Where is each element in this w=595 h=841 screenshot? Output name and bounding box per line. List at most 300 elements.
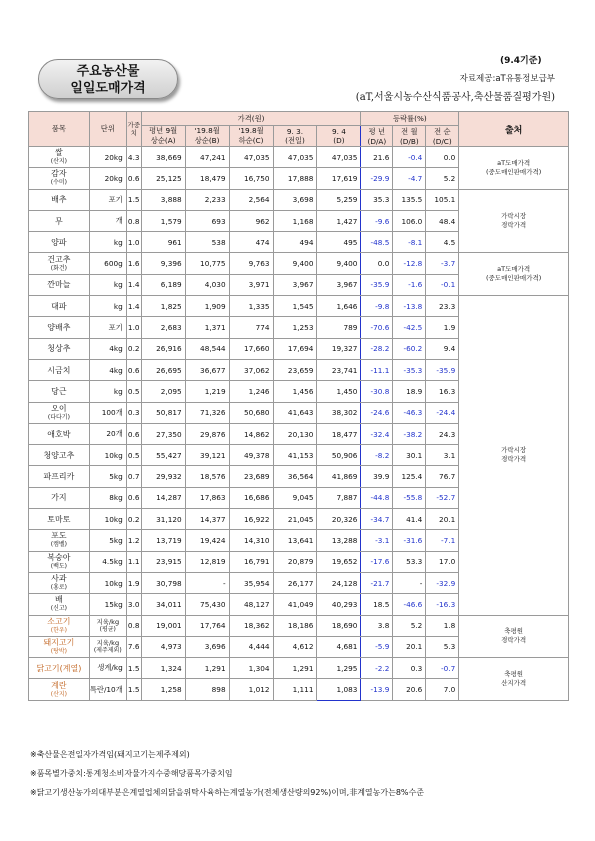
rate-cell: - xyxy=(393,572,426,593)
item-name-cell xyxy=(29,572,90,593)
price-cell: 23,659 xyxy=(273,359,317,380)
item-name-cell xyxy=(29,402,90,423)
item-name-cell xyxy=(29,445,90,466)
rate-cell: -24.4 xyxy=(426,402,459,423)
price-cell: 50,817 xyxy=(141,402,185,423)
item-name: 계란 xyxy=(51,680,67,690)
rate-cell: -5.9 xyxy=(361,636,393,657)
item-name-cell xyxy=(29,338,90,359)
source-detail: 경락가격 xyxy=(501,636,527,645)
item-variety: (신고) xyxy=(50,605,68,613)
unit-cell: kg xyxy=(89,296,126,317)
header-rate-col xyxy=(361,126,393,147)
price-cell: 48,127 xyxy=(229,594,273,615)
item-name-cell xyxy=(29,509,90,530)
data-sources: (aT,서울시농수산식품공사,축산물품질평가원) xyxy=(355,92,555,103)
weight-cell: 1.0 xyxy=(126,232,141,253)
rate-cell: 1.9 xyxy=(426,317,459,338)
header-price-col xyxy=(141,126,185,147)
unit-cell: 5kg xyxy=(89,466,126,487)
item-name: 당근 xyxy=(51,386,67,396)
item-name: 애호박 xyxy=(47,429,71,439)
item-name: 오이 xyxy=(51,403,67,413)
price-cell: 18,690 xyxy=(317,615,361,636)
rate-cell: 39.9 xyxy=(361,466,393,487)
unit-cell: 생계/kg xyxy=(89,658,126,679)
footnote: ※품목별가중치:통계청소비자물가지수중해당품목가중치임 xyxy=(30,769,233,778)
weight-cell: 1.5 xyxy=(126,679,141,700)
price-cell: 19,001 xyxy=(141,615,185,636)
price-cell: 20,879 xyxy=(273,551,317,572)
rate-cell: 35.3 xyxy=(361,189,393,210)
rate-cell: 17.0 xyxy=(426,551,459,572)
header-price-col xyxy=(317,126,361,147)
unit-cell: 8kg xyxy=(89,487,126,508)
item-name-cell xyxy=(29,487,90,508)
price-cell: 19,424 xyxy=(185,530,229,551)
price-cell: 31,120 xyxy=(141,509,185,530)
item-name: 무 xyxy=(55,216,63,226)
rate-cell: 23.3 xyxy=(426,296,459,317)
price-cell: 16,791 xyxy=(229,551,273,572)
price-cell: 18,477 xyxy=(317,423,361,444)
header-line: '19.8월 xyxy=(238,126,264,135)
item-name-cell xyxy=(29,317,90,338)
price-cell: 14,310 xyxy=(229,530,273,551)
price-cell: 774 xyxy=(229,317,273,338)
rate-cell: 30.1 xyxy=(393,445,426,466)
header-line: (전일) xyxy=(285,135,305,145)
price-cell: 495 xyxy=(317,232,361,253)
rate-cell: -55.8 xyxy=(393,487,426,508)
rate-cell: -11.1 xyxy=(361,359,393,380)
price-cell: 9,045 xyxy=(273,487,317,508)
price-cell: 20,130 xyxy=(273,423,317,444)
item-name: 대파 xyxy=(51,301,67,311)
rate-cell: -44.8 xyxy=(361,487,393,508)
price-cell: 13,719 xyxy=(141,530,185,551)
rate-cell: 125.4 xyxy=(393,466,426,487)
price-cell: 2,095 xyxy=(141,381,185,402)
rate-cell: 106.0 xyxy=(393,210,426,231)
rate-cell: -8.1 xyxy=(393,232,426,253)
item-variety: (캠벨) xyxy=(50,541,68,549)
item-name: 쌀 xyxy=(55,148,63,158)
rate-cell: -29.9 xyxy=(361,168,393,189)
header-line: 전 월 xyxy=(401,126,418,136)
item-name-cell xyxy=(29,615,90,636)
price-cell: 38,669 xyxy=(141,147,185,168)
price-cell: 1,545 xyxy=(273,296,317,317)
price-cell: 17,863 xyxy=(185,487,229,508)
price-cell: 41,153 xyxy=(273,445,317,466)
rate-cell: -35.9 xyxy=(361,274,393,295)
price-cell: 18,576 xyxy=(185,466,229,487)
rate-cell: -9.6 xyxy=(361,210,393,231)
price-cell: 13,641 xyxy=(273,530,317,551)
price-cell: 41,869 xyxy=(317,466,361,487)
price-cell: 1,291 xyxy=(185,658,229,679)
price-cell: 1,825 xyxy=(141,296,185,317)
rate-cell: -35.3 xyxy=(393,359,426,380)
price-cell: 13,288 xyxy=(317,530,361,551)
price-cell: 9,763 xyxy=(229,253,273,274)
price-cell: 2,683 xyxy=(141,317,185,338)
header-line: 평 년 xyxy=(368,126,386,136)
item-name: 닭고기(계열) xyxy=(36,663,82,673)
item-name-cell xyxy=(29,253,90,274)
price-cell: 1,168 xyxy=(273,210,317,231)
source-cell xyxy=(459,147,569,190)
price-cell: 36,564 xyxy=(273,466,317,487)
weight-cell: 0.2 xyxy=(126,338,141,359)
rate-cell: -0.7 xyxy=(426,658,459,679)
price-cell: 1,324 xyxy=(141,658,185,679)
rate-cell: -9.8 xyxy=(361,296,393,317)
weight-cell: 0.6 xyxy=(126,423,141,444)
price-cell: 14,862 xyxy=(229,423,273,444)
unit-note: (평균) xyxy=(99,625,116,633)
price-cell: 41,643 xyxy=(273,402,317,423)
header-line: (D) xyxy=(333,136,345,145)
price-cell: 38,302 xyxy=(317,402,361,423)
title-line-2: 일일도매가격 xyxy=(70,81,146,96)
unit-note: (제주제외) xyxy=(93,646,122,654)
source-cell xyxy=(459,615,569,658)
rate-cell: -16.3 xyxy=(426,594,459,615)
table-row xyxy=(29,147,569,168)
unit-cell: 10kg xyxy=(89,572,126,593)
price-cell: 3,698 xyxy=(273,189,317,210)
price-cell: 1,295 xyxy=(317,658,361,679)
price-cell: 5,259 xyxy=(317,189,361,210)
rate-cell: -0.4 xyxy=(393,147,426,168)
weight-cell: 0.8 xyxy=(126,615,141,636)
price-cell: 25,125 xyxy=(141,168,185,189)
unit-cell: kg xyxy=(89,274,126,295)
item-name-cell xyxy=(29,189,90,210)
source-detail: 경락가격 xyxy=(501,455,527,464)
price-cell: 1,909 xyxy=(185,296,229,317)
price-cell: 1,304 xyxy=(229,658,273,679)
item-name: 청양고추 xyxy=(43,450,75,460)
item-variety: (수미) xyxy=(50,179,68,187)
rate-cell: 16.3 xyxy=(426,381,459,402)
price-cell: 24,128 xyxy=(317,572,361,593)
rate-cell: 7.0 xyxy=(426,679,459,700)
item-variety: (산지) xyxy=(50,690,68,698)
header-line: (D/A) xyxy=(367,136,387,146)
rate-cell: 5.3 xyxy=(426,636,459,657)
footnotes xyxy=(30,745,424,802)
item-name: 깐마늘 xyxy=(47,280,71,290)
table-row xyxy=(29,189,569,210)
unit-cell: kg xyxy=(89,232,126,253)
rate-cell: -52.7 xyxy=(426,487,459,508)
unit-cell xyxy=(89,615,126,636)
weight-cell: 0.3 xyxy=(126,402,141,423)
price-cell: 3,967 xyxy=(273,274,317,295)
item-name: 양배추 xyxy=(47,323,71,333)
rate-cell: -12.8 xyxy=(393,253,426,274)
price-cell: 41,049 xyxy=(273,594,317,615)
header-price-group: 가격(원) xyxy=(141,112,361,126)
price-cell: 12,819 xyxy=(185,551,229,572)
price-cell: 29,932 xyxy=(141,466,185,487)
rate-cell: -70.6 xyxy=(361,317,393,338)
unit-cell: 15kg xyxy=(89,594,126,615)
source-detail: 산지가격 xyxy=(501,678,527,687)
rate-cell: -31.6 xyxy=(393,530,426,551)
source-name: aT도매가격 xyxy=(497,265,531,274)
weight-cell: 1.2 xyxy=(126,530,141,551)
unit-cell: 10kg xyxy=(89,445,126,466)
rate-cell: -24.6 xyxy=(361,402,393,423)
price-cell: 1,427 xyxy=(317,210,361,231)
price-cell: 23,689 xyxy=(229,466,273,487)
weight-cell: 0.6 xyxy=(126,359,141,380)
unit: 지육/kg xyxy=(96,638,120,647)
source-name: 축평원 xyxy=(504,669,524,678)
unit-cell: 4.5kg xyxy=(89,551,126,572)
unit-cell: 4kg xyxy=(89,338,126,359)
rate-cell: -35.9 xyxy=(426,359,459,380)
rate-cell: 4.5 xyxy=(426,232,459,253)
item-name: 청상추 xyxy=(47,344,71,354)
source-detail: (중도매인판매가격) xyxy=(485,274,542,283)
unit-cell: 20개 xyxy=(89,423,126,444)
price-cell: 1,083 xyxy=(317,679,361,700)
unit-cell: 20kg xyxy=(89,168,126,189)
price-cell: 29,876 xyxy=(185,423,229,444)
weight-cell: 3.0 xyxy=(126,594,141,615)
rate-cell: 3.1 xyxy=(426,445,459,466)
item-name-cell xyxy=(29,551,90,572)
price-cell: 16,750 xyxy=(229,168,273,189)
unit-cell: kg xyxy=(89,381,126,402)
price-cell: 18,362 xyxy=(229,615,273,636)
price-cell: 16,686 xyxy=(229,487,273,508)
header-price-col xyxy=(273,126,317,147)
item-variety: (산지) xyxy=(50,158,68,166)
weight-cell: 1.4 xyxy=(126,296,141,317)
item-variety: (탕박) xyxy=(50,647,68,655)
price-cell: 17,660 xyxy=(229,338,273,359)
price-cell: 18,479 xyxy=(185,168,229,189)
price-cell: 898 xyxy=(185,679,229,700)
rate-cell: -13.8 xyxy=(393,296,426,317)
rate-cell: 0.0 xyxy=(361,253,393,274)
rate-cell: 24.3 xyxy=(426,423,459,444)
rate-cell: 21.6 xyxy=(361,147,393,168)
unit-cell xyxy=(89,636,126,657)
weight-cell: 0.6 xyxy=(126,168,141,189)
table-row xyxy=(29,615,569,636)
price-cell: 34,011 xyxy=(141,594,185,615)
rate-cell: -60.2 xyxy=(393,338,426,359)
rate-cell: 9.4 xyxy=(426,338,459,359)
price-cell: 4,030 xyxy=(185,274,229,295)
rate-cell: -0.1 xyxy=(426,274,459,295)
item-name-cell xyxy=(29,530,90,551)
item-name-cell xyxy=(29,658,90,679)
price-cell: 10,775 xyxy=(185,253,229,274)
price-cell: 1,246 xyxy=(229,381,273,402)
unit-cell: 포기 xyxy=(89,317,126,338)
price-cell: 18,186 xyxy=(273,615,317,636)
item-name: 토마토 xyxy=(47,514,71,524)
source-name: 가락시장 xyxy=(501,446,527,455)
price-cell: 71,326 xyxy=(185,402,229,423)
reference-date: (9.4기준) xyxy=(500,56,542,66)
rate-cell: 0.0 xyxy=(426,147,459,168)
header-line: 평년 9월 xyxy=(149,126,178,135)
item-name-cell xyxy=(29,594,90,615)
footnote: ※닭고기생산농가의대부분은계열업체의닭을위탁사육하는계열농가(전체생산량의92%)이며,非계열농가는8%수준 xyxy=(30,788,424,797)
rate-cell: 3.8 xyxy=(361,615,393,636)
weight-cell: 0.5 xyxy=(126,445,141,466)
price-cell: 4,612 xyxy=(273,636,317,657)
item-name-cell xyxy=(29,466,90,487)
header-line: 9. 3. xyxy=(286,126,304,136)
weight-cell: 1.6 xyxy=(126,253,141,274)
price-cell: 20,326 xyxy=(317,509,361,530)
price-cell: 4,444 xyxy=(229,636,273,657)
item-name-cell xyxy=(29,296,90,317)
rate-cell: -3.7 xyxy=(426,253,459,274)
item-name: 양파 xyxy=(51,237,67,247)
price-cell: 37,062 xyxy=(229,359,273,380)
header-item: 품목 xyxy=(29,112,90,147)
price-cell: 49,378 xyxy=(229,445,273,466)
rate-cell: 20.1 xyxy=(393,636,426,657)
item-name-cell xyxy=(29,232,90,253)
price-cell: 7,887 xyxy=(317,487,361,508)
unit-cell: 20kg xyxy=(89,147,126,168)
rate-cell: -46.3 xyxy=(393,402,426,423)
header-price-col xyxy=(229,126,273,147)
weight-cell: 0.2 xyxy=(126,509,141,530)
item-name-cell xyxy=(29,636,90,657)
item-name: 복숭아 xyxy=(47,552,71,562)
rate-cell: 5.2 xyxy=(426,168,459,189)
item-name-cell xyxy=(29,359,90,380)
price-cell: 23,741 xyxy=(317,359,361,380)
rate-cell: -30.8 xyxy=(361,381,393,402)
price-cell: 50,906 xyxy=(317,445,361,466)
header-line: 상순(B) xyxy=(194,136,220,145)
price-cell: 3,971 xyxy=(229,274,273,295)
source-cell xyxy=(459,296,569,615)
rate-cell: -42.5 xyxy=(393,317,426,338)
price-cell: 538 xyxy=(185,232,229,253)
rate-cell: -46.6 xyxy=(393,594,426,615)
price-cell: 4,681 xyxy=(317,636,361,657)
header-line: 9. 4 xyxy=(331,127,346,136)
price-cell: 47,241 xyxy=(185,147,229,168)
table-row xyxy=(29,658,569,679)
item-name: 배 xyxy=(55,595,63,605)
price-cell: 1,579 xyxy=(141,210,185,231)
rate-cell: 135.5 xyxy=(393,189,426,210)
rate-cell: -2.2 xyxy=(361,658,393,679)
weight-cell: 0.6 xyxy=(126,487,141,508)
weight-cell: 1.4 xyxy=(126,274,141,295)
item-name: 파프리카 xyxy=(43,472,75,482)
price-cell: 1,335 xyxy=(229,296,273,317)
price-cell: 3,696 xyxy=(185,636,229,657)
price-cell: 17,619 xyxy=(317,168,361,189)
price-cell: 2,233 xyxy=(185,189,229,210)
page-title xyxy=(38,59,178,99)
header-line: (D/C) xyxy=(432,136,452,146)
rate-cell: 5.2 xyxy=(393,615,426,636)
rate-cell: 18.5 xyxy=(361,594,393,615)
price-cell: 14,377 xyxy=(185,509,229,530)
rate-cell: -32.9 xyxy=(426,572,459,593)
unit-cell: 포기 xyxy=(89,189,126,210)
price-cell: 1,291 xyxy=(273,658,317,679)
price-table xyxy=(28,111,569,701)
item-name: 포도 xyxy=(51,531,67,541)
unit-cell: 10kg xyxy=(89,509,126,530)
price-cell: 27,350 xyxy=(141,423,185,444)
source-name: 축평원 xyxy=(504,627,524,636)
item-name-cell xyxy=(29,168,90,189)
unit-cell: 100개 xyxy=(89,402,126,423)
price-cell: - xyxy=(185,572,229,593)
weight-cell: 7.6 xyxy=(126,636,141,657)
price-cell: 1,253 xyxy=(273,317,317,338)
rate-cell: -32.4 xyxy=(361,423,393,444)
rate-cell: -1.6 xyxy=(393,274,426,295)
weight-cell: 1.0 xyxy=(126,317,141,338)
source-cell xyxy=(459,189,569,253)
price-cell: 39,121 xyxy=(185,445,229,466)
header-line: 상순(A) xyxy=(150,136,176,145)
title-line-1: 주요농산물 xyxy=(76,64,140,79)
footnote: ※축산물은전일자가격임(돼지고기는제주제외) xyxy=(30,750,190,759)
price-cell: 789 xyxy=(317,317,361,338)
price-cell: 1,371 xyxy=(185,317,229,338)
rate-cell: -8.2 xyxy=(361,445,393,466)
price-cell: 6,189 xyxy=(141,274,185,295)
price-cell: 47,035 xyxy=(229,147,273,168)
price-cell: 26,695 xyxy=(141,359,185,380)
price-cell: 1,012 xyxy=(229,679,273,700)
price-cell: 1,258 xyxy=(141,679,185,700)
rate-cell: 105.1 xyxy=(426,189,459,210)
price-cell: 35,954 xyxy=(229,572,273,593)
price-cell: 9,400 xyxy=(317,253,361,274)
price-cell: 693 xyxy=(185,210,229,231)
item-name: 배추 xyxy=(51,195,67,205)
price-cell: 26,916 xyxy=(141,338,185,359)
item-name-cell xyxy=(29,423,90,444)
price-cell: 26,177 xyxy=(273,572,317,593)
item-name: 시금치 xyxy=(47,365,71,375)
price-cell: 1,646 xyxy=(317,296,361,317)
rate-cell: 1.8 xyxy=(426,615,459,636)
rate-cell: -13.9 xyxy=(361,679,393,700)
item-variety: (한우) xyxy=(50,626,68,634)
price-cell: 30,798 xyxy=(141,572,185,593)
rate-cell: -34.7 xyxy=(361,509,393,530)
header-rate-col xyxy=(393,126,426,147)
item-name: 돼지고기 xyxy=(43,637,75,647)
item-variety: (백도) xyxy=(50,562,68,570)
weight-cell: 1.1 xyxy=(126,551,141,572)
